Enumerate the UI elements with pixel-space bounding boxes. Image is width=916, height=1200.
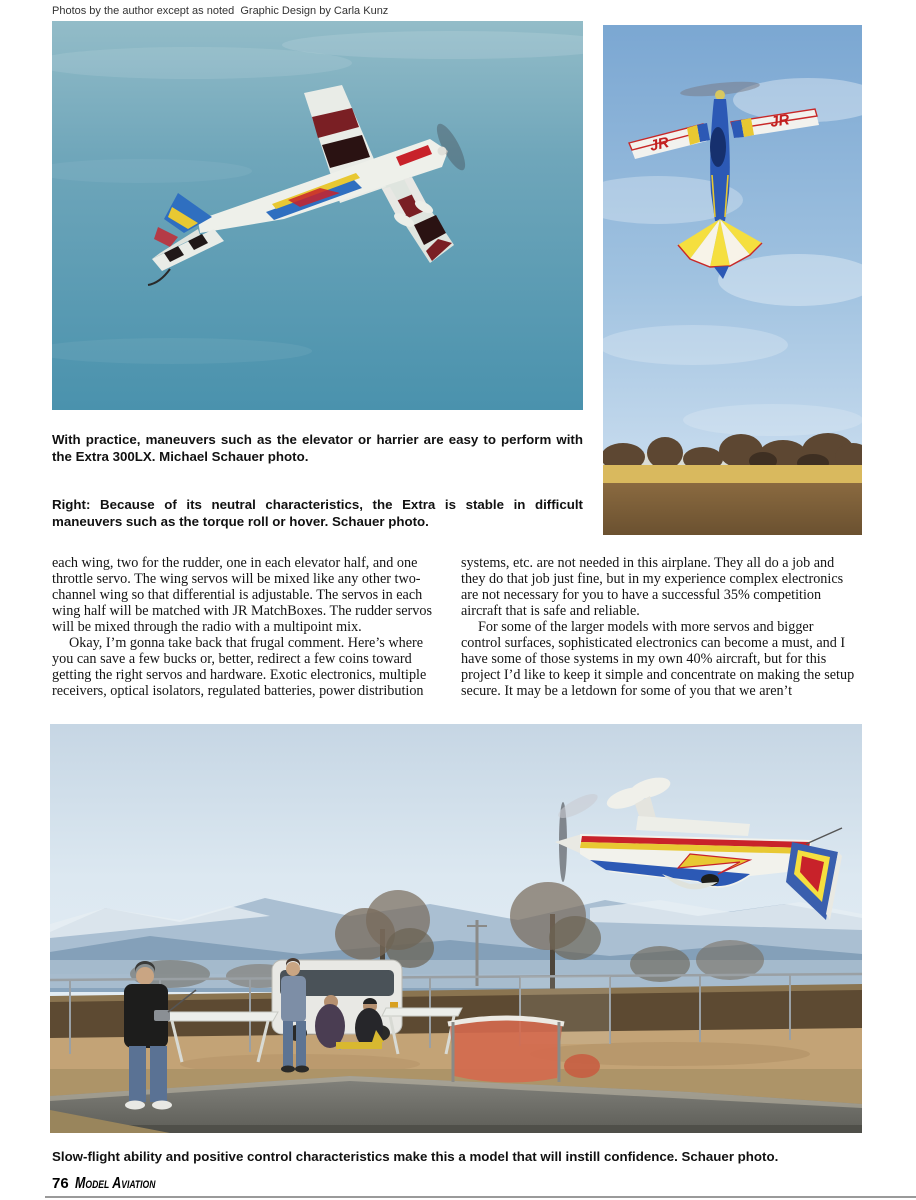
- article-right-column: [461, 555, 855, 699]
- jr-hover-illustration: [603, 25, 862, 535]
- photo-extra-flight: [52, 21, 583, 410]
- caption-top-photo: With practice, maneuvers such as the elevator or harrier are easy to perform with the Extra 300LX. Michael Schauer photo.: [52, 432, 583, 464]
- article-paragraph: systems, etc. are not needed in this airplane. They all do a job and they do that job just fine, but in my experience complex electronics are not necessary for you to have a successful 35% competition aircraft that is safe and reliable.: [461, 555, 844, 619]
- article-left-column: [52, 555, 446, 699]
- yellow-grass-strip: [603, 465, 862, 485]
- jr-logo-right-wing: JR: [768, 111, 791, 131]
- field-scene-illustration: [50, 724, 862, 1133]
- yellow-model-on-ground: [336, 1042, 382, 1049]
- page-number: 76: [52, 1175, 69, 1192]
- photo-credit-line: Photos by the author except as noted Graphic Design by Carla Kunz: [52, 5, 389, 17]
- brown-field: [603, 483, 862, 535]
- bottom-rule: [45, 1196, 916, 1198]
- extra-flight-illustration: [52, 21, 583, 410]
- caption-right-photo: Right: Because of its neutral characteristics, the Extra is stable in difficult maneuvers such as the torque roll or hover. Schauer photo.: [52, 497, 583, 529]
- article-paragraph: each wing, two for the rudder, one in each elevator half, and one throttle servo. The wing servos will be mixed like any other two-channel wing so that differential is adjustable. The servos in each wing half will be matched with JR MatchBoxes. The rudder servos will be mixed through the radio with a multipoint mix.: [52, 555, 432, 635]
- jr-logo-left-wing: JR: [648, 134, 671, 155]
- article-paragraph: For some of the larger models with more servos and bigger control surfaces, sophisticated electronics can become a must, and I have some of those systems in my own 40% aircraft, but for this project I’d like to keep it simple and concentrate on making the setup secure. It may be a letdown for some of you that we aren’t: [461, 619, 855, 699]
- magazine-title: Model Aviation: [74, 1175, 156, 1192]
- article-paragraph: Okay, I’m gonna take back that frugal comment. Here’s where you can save a few bucks or, better, redirect a few coins toward getting the right servos and hardware. Exotic electronics, multiple receivers, optical isolators, regulated batteries, power distribution: [52, 635, 427, 699]
- runway-bottom-strip: [50, 1125, 862, 1133]
- photo-slow-flight-field: [50, 724, 862, 1133]
- page-footer: [52, 1175, 178, 1193]
- caption-bottom-photo: Slow-flight ability and positive control characteristics make this a model that will instill confidence. Schauer photo.: [52, 1149, 779, 1164]
- photo-jr-hover: [603, 25, 862, 535]
